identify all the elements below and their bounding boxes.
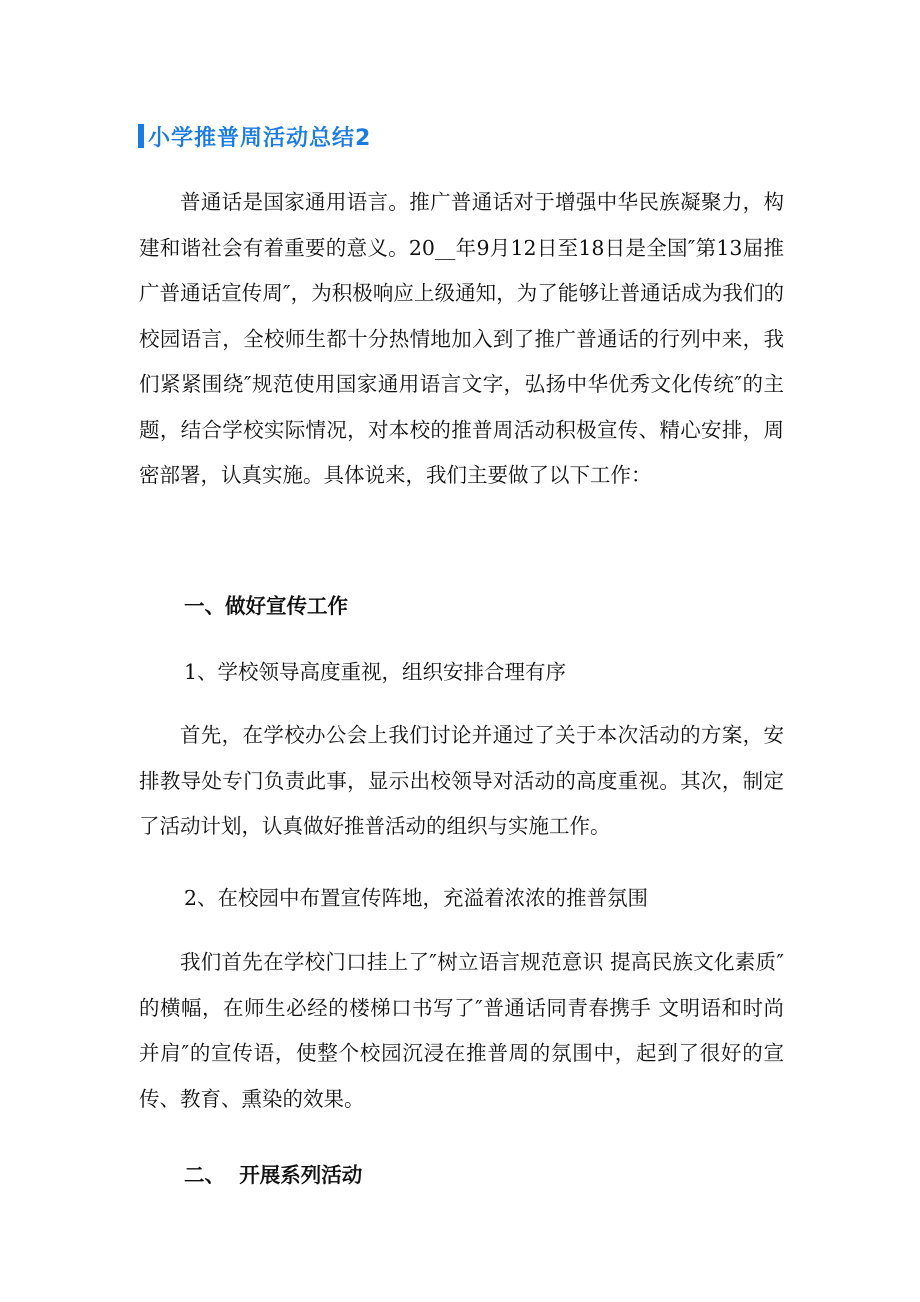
subsection-paragraph-2: 我们首先在学校门口挂上了″树立语言规范意识 提高民族文化素质″的横幅，在师生必经的楼梯口书写了″普通话同青春携手 文明语和时尚并肩″的宣传语，使整个校园沉浸在推普周的氛围中，起到了很好的宣传、教育、熏染的效果。 [139,950,784,1111]
subsection-heading-2: 2、在校园中布置宣传阵地，充溢着浓浓的推普氛围 [184,886,649,910]
document-title: 小学推普周活动总结2 [148,125,372,151]
section-heading-2: 二、 开展系列活动 [184,1163,363,1187]
document-title-row [138,118,371,154]
subsection-paragraph-1: 首先，在学校办公会上我们讨论并通过了关于本次活动的方案，安排教导处专门负责此事，显示出校领导对活动的高度重视。其次，制定了活动计划，认真做好推普活动的组织与实施工作。 [139,723,784,838]
intro-paragraph: 普通话是国家通用语言。推广普通话对于增强中华民族凝聚力，构建和谐社会有着重要的意义。20__年9月12日至18日是全国″第13届推广普通话宣传周″，为积极响应上级通知，为了能够让普通话成为我们的校园语言，全校师生都十分热情地加入到了推广普通话的行列中来，我们紧紧围绕″规范使用国家通用语言文字，弘扬中华优秀文化传统″的主题，结合学校实际情况，对本校的推普周活动积极宣传、精心安排，周密部署，认真实施。具体说来，我们主要做了以下工作： [139,190,784,487]
title-accent-bar [138,124,144,148]
subsection-heading-1: 1、学校领导高度重视，组织安排合理有序 [184,660,567,684]
section-heading-1: 一、做好宣传工作 [184,594,348,618]
